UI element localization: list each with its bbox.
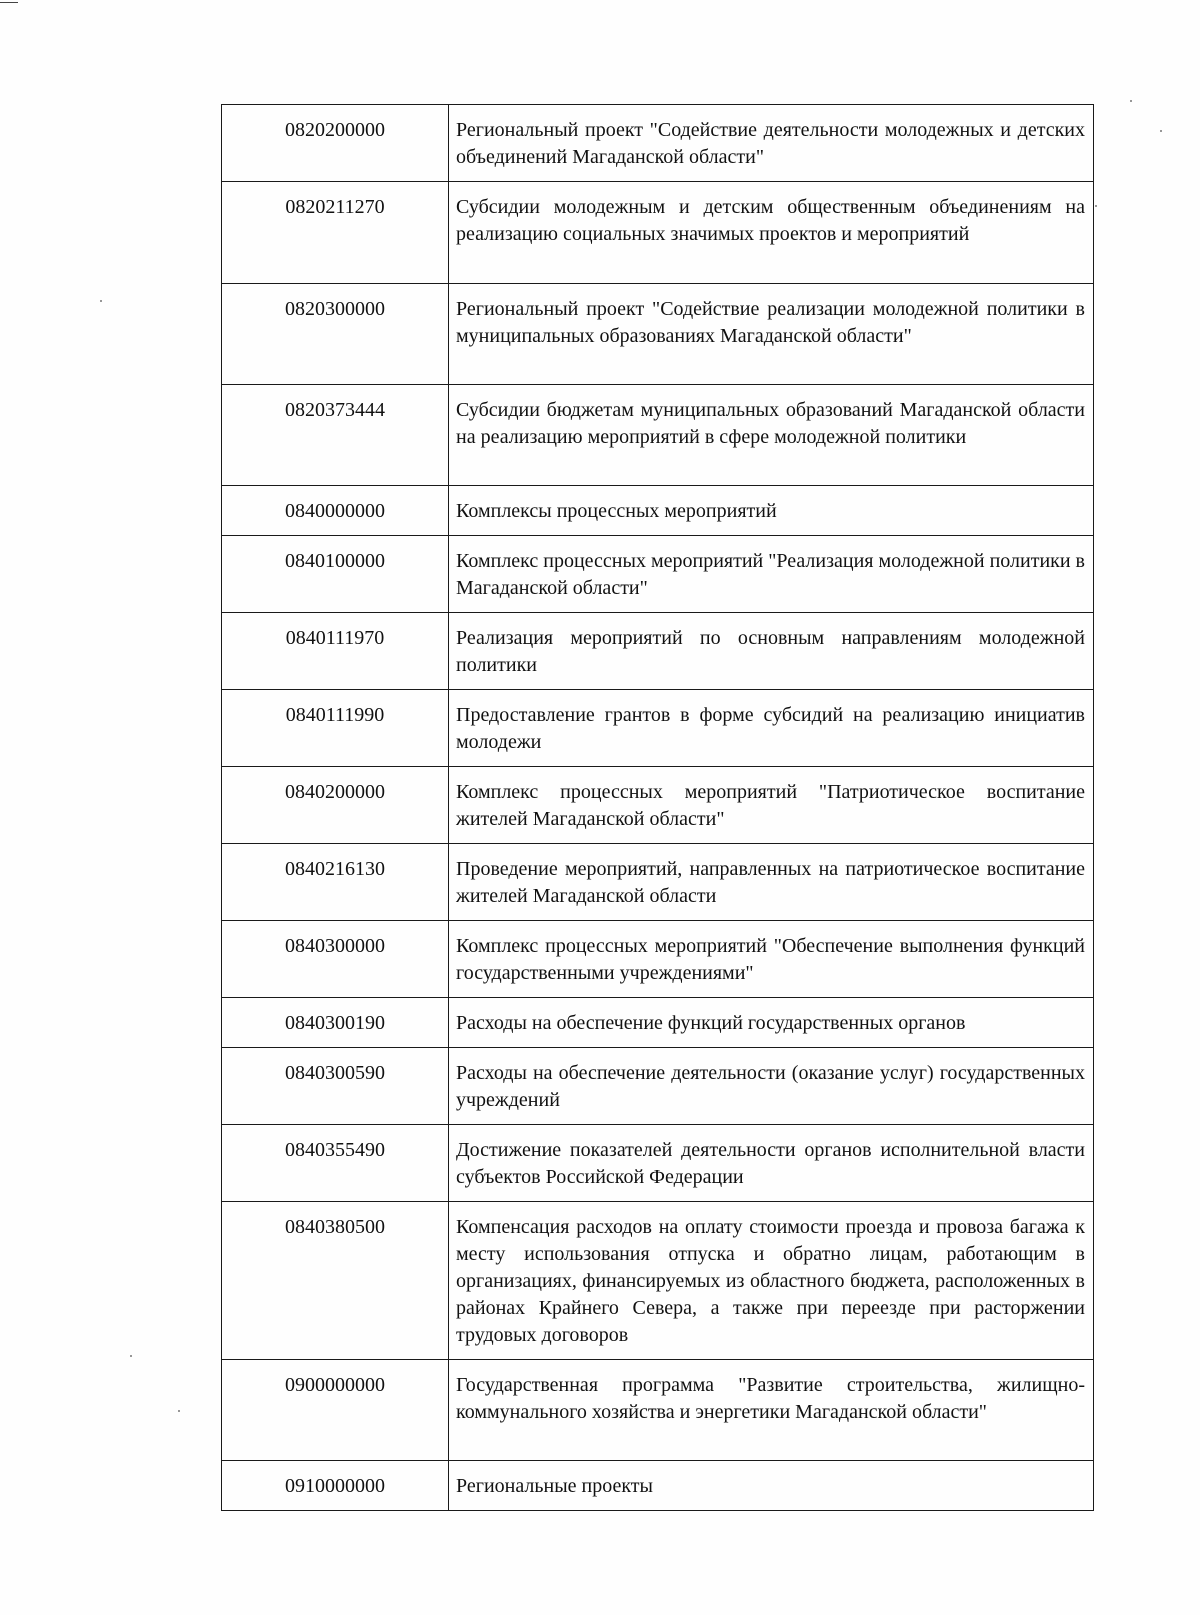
scan-artifact xyxy=(1160,130,1162,132)
table-row xyxy=(222,182,1094,284)
code-cell: 0840300000 xyxy=(222,921,449,998)
description-cell: Достижение показателей деятельности органов исполнительной власти субъектов Российской Федерации xyxy=(449,1125,1094,1202)
table-row xyxy=(222,385,1094,486)
description-cell: Комплекс процессных мероприятий "Патриотическое воспитание жителей Магаданской области" xyxy=(449,767,1094,844)
code-cell: 0840000000 xyxy=(222,486,449,536)
description-cell: Субсидии молодежным и детским общественным объединениям на реализацию социальных значимых проектов и мероприятий xyxy=(449,182,1094,284)
table-row xyxy=(222,1048,1094,1125)
table-row xyxy=(222,613,1094,690)
code-cell: 0840216130 xyxy=(222,844,449,921)
table-row xyxy=(222,1202,1094,1360)
table-row xyxy=(222,921,1094,998)
table-row xyxy=(222,105,1094,182)
code-cell: 0840300590 xyxy=(222,1048,449,1125)
code-cell: 0840111970 xyxy=(222,613,449,690)
description-cell: Региональные проекты xyxy=(449,1461,1094,1511)
scan-artifact xyxy=(0,2,18,3)
description-cell: Государственная программа "Развитие строительства, жилищно-коммунального хозяйства и энергетики Магаданской области" xyxy=(449,1360,1094,1461)
description-cell: Комплексы процессных мероприятий xyxy=(449,486,1094,536)
description-cell: Расходы на обеспечение функций государственных органов xyxy=(449,998,1094,1048)
scan-artifact xyxy=(1095,205,1097,207)
code-cell: 0820200000 xyxy=(222,105,449,182)
table-row xyxy=(222,767,1094,844)
description-cell: Расходы на обеспечение деятельности (оказание услуг) государственных учреждений xyxy=(449,1048,1094,1125)
table-row xyxy=(222,1461,1094,1511)
table-row xyxy=(222,844,1094,921)
table-row xyxy=(222,690,1094,767)
table-row xyxy=(222,1125,1094,1202)
code-cell: 0820300000 xyxy=(222,284,449,385)
description-cell: Проведение мероприятий, направленных на патриотическое воспитание жителей Магаданской области xyxy=(449,844,1094,921)
table-body xyxy=(222,105,1094,1511)
table-row xyxy=(222,998,1094,1048)
description-cell: Предоставление грантов в форме субсидий на реализацию инициатив молодежи xyxy=(449,690,1094,767)
description-cell: Реализация мероприятий по основным направлениям молодежной политики xyxy=(449,613,1094,690)
scan-artifact xyxy=(178,1410,180,1412)
code-cell: 0900000000 xyxy=(222,1360,449,1461)
description-cell: Региональный проект "Содействие деятельности молодежных и детских объединений Магаданской области" xyxy=(449,105,1094,182)
code-cell: 0840300190 xyxy=(222,998,449,1048)
code-cell: 0840355490 xyxy=(222,1125,449,1202)
description-cell: Компенсация расходов на оплату стоимости проезда и провоза багажа к месту использования отпуска и обратно лицам, работающим в организациях, финансируемых из областного бюджета, расположенных в районах Крайнего Севера, а также при переезде при расторжении трудовых договоров xyxy=(449,1202,1094,1360)
code-cell: 0840111990 xyxy=(222,690,449,767)
description-cell: Комплекс процессных мероприятий "Реализация молодежной политики в Магаданской области" xyxy=(449,536,1094,613)
table-row xyxy=(222,1360,1094,1461)
scan-artifact xyxy=(100,300,102,302)
code-cell: 0840100000 xyxy=(222,536,449,613)
code-cell: 0910000000 xyxy=(222,1461,449,1511)
table-row xyxy=(222,486,1094,536)
description-cell: Региональный проект "Содействие реализации молодежной политики в муниципальных образованиях Магаданской области" xyxy=(449,284,1094,385)
table-row xyxy=(222,536,1094,613)
table-row xyxy=(222,284,1094,385)
scan-artifact xyxy=(130,1355,132,1357)
budget-codes-table xyxy=(221,104,1094,1511)
code-cell: 0820211270 xyxy=(222,182,449,284)
description-cell: Субсидии бюджетам муниципальных образований Магаданской области на реализацию мероприятий в сфере молодежной политики xyxy=(449,385,1094,486)
code-cell: 0840380500 xyxy=(222,1202,449,1360)
code-cell: 0840200000 xyxy=(222,767,449,844)
scan-artifact xyxy=(1130,100,1132,102)
code-cell: 0820373444 xyxy=(222,385,449,486)
description-cell: Комплекс процессных мероприятий "Обеспечение выполнения функций государственными учреждениями" xyxy=(449,921,1094,998)
